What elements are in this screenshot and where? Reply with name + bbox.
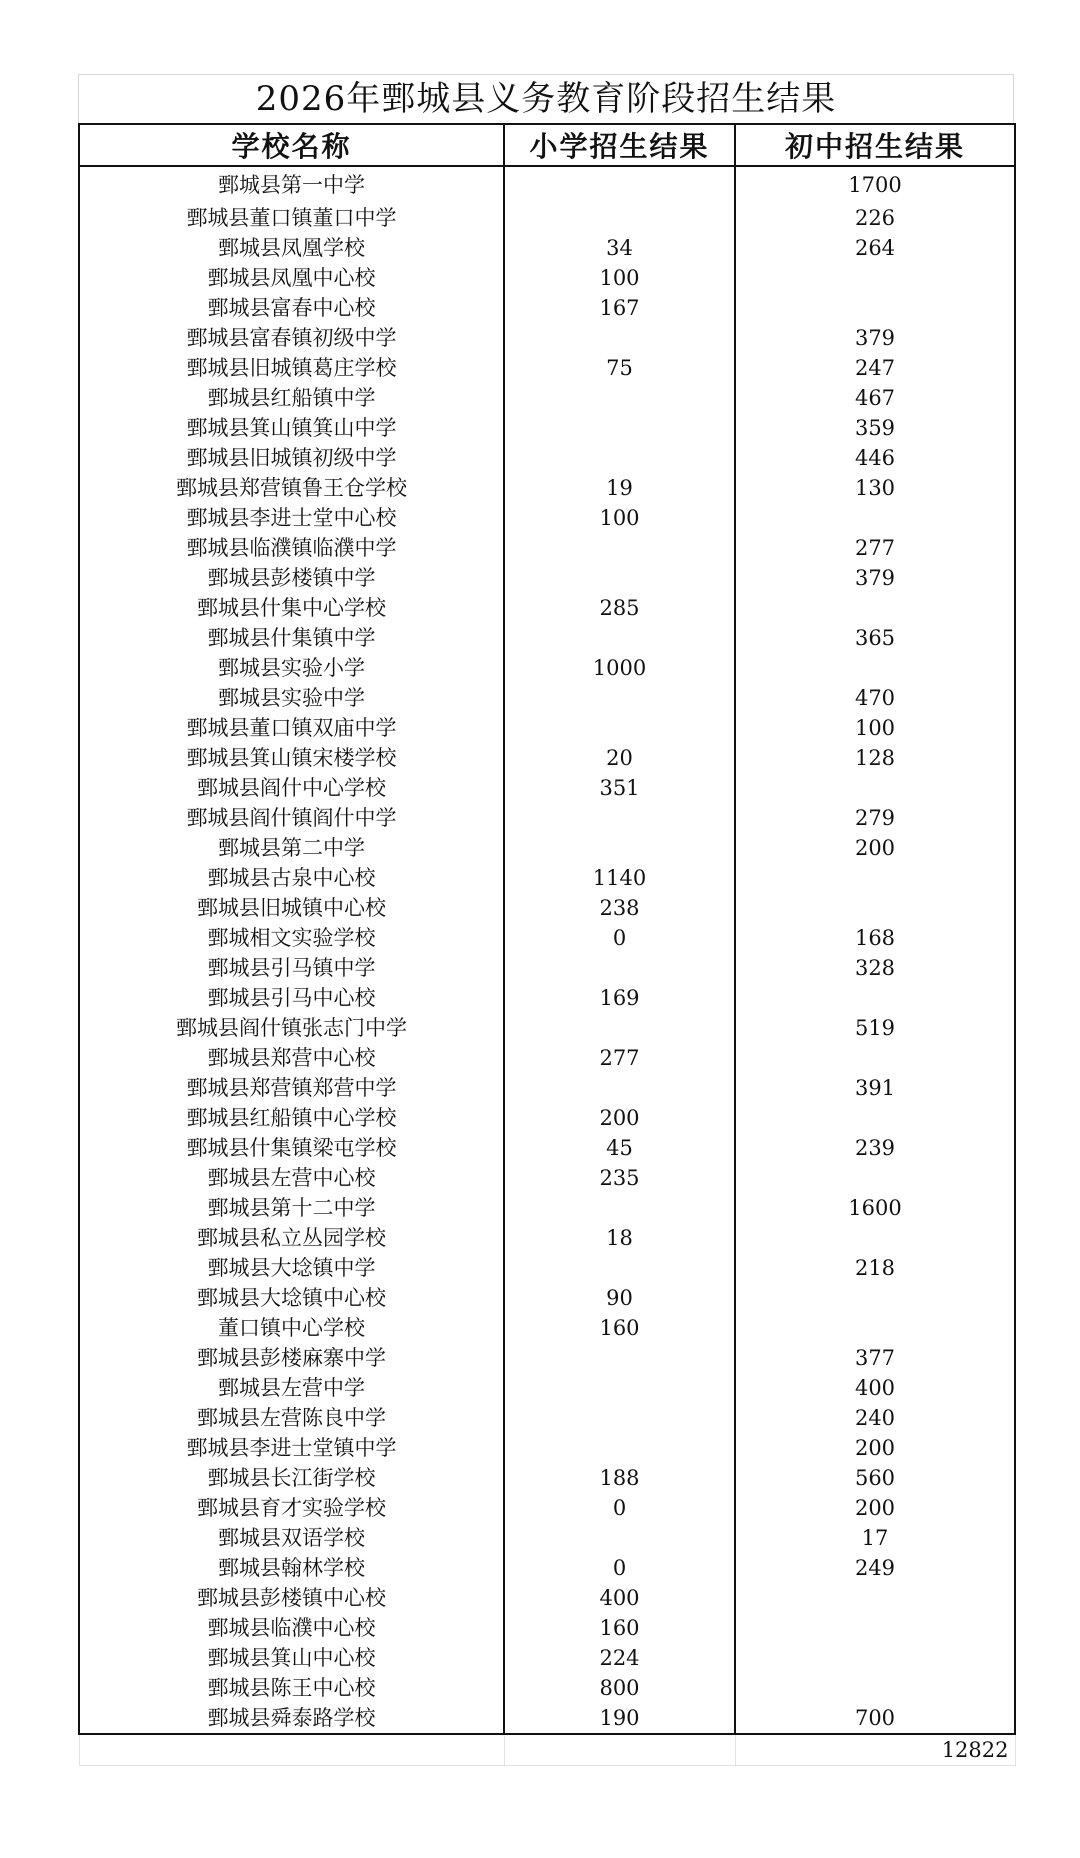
school-name-cell: 鄄城县富春镇初级中学: [79, 323, 504, 353]
middle-result-cell: 365: [735, 623, 1015, 653]
primary-result-cell: [504, 1073, 735, 1103]
table-row: [79, 1133, 1015, 1163]
middle-result-cell: [735, 1613, 1015, 1643]
middle-result-cell: 239: [735, 1133, 1015, 1163]
middle-result-cell: 200: [735, 833, 1015, 863]
primary-result-cell: 277: [504, 1043, 735, 1073]
header-middle-result: 初中招生结果: [735, 124, 1015, 166]
table-row: [79, 743, 1015, 773]
school-name-cell: 鄄城县李进士堂镇中学: [79, 1433, 504, 1463]
primary-result-cell: 238: [504, 893, 735, 923]
table-row: [79, 1313, 1015, 1343]
middle-result-cell: 17: [735, 1523, 1015, 1553]
primary-result-cell: 1000: [504, 653, 735, 683]
school-name-cell: 鄄城县什集镇中学: [79, 623, 504, 653]
table-row: [79, 533, 1015, 563]
school-name-cell: 鄄城相文实验学校: [79, 923, 504, 953]
middle-result-cell: [735, 1643, 1015, 1673]
school-name-cell: 鄄城县第十二中学: [79, 1193, 504, 1223]
primary-result-cell: [504, 533, 735, 563]
middle-result-cell: [735, 1163, 1015, 1193]
primary-result-cell: 285: [504, 593, 735, 623]
primary-result-cell: [504, 953, 735, 983]
primary-result-cell: [504, 1373, 735, 1403]
primary-result-cell: 1140: [504, 863, 735, 893]
primary-result-cell: 20: [504, 743, 735, 773]
primary-result-cell: 19: [504, 473, 735, 503]
primary-result-cell: 100: [504, 503, 735, 533]
middle-result-cell: [735, 1043, 1015, 1073]
school-name-cell: 鄄城县临濮中心校: [79, 1613, 504, 1643]
middle-result-cell: [735, 293, 1015, 323]
school-name-cell: 鄄城县箕山镇宋楼学校: [79, 743, 504, 773]
table-row: [79, 1013, 1015, 1043]
table-row: [79, 323, 1015, 353]
table-row: [79, 1073, 1015, 1103]
table-row: [79, 1283, 1015, 1313]
middle-result-cell: 100: [735, 713, 1015, 743]
table-row: [79, 473, 1015, 503]
table-row: [79, 923, 1015, 953]
middle-result-cell: 1600: [735, 1193, 1015, 1223]
middle-result-cell: [735, 893, 1015, 923]
middle-result-cell: [735, 1283, 1015, 1313]
table-row: [79, 1373, 1015, 1403]
table-row: [79, 383, 1015, 413]
middle-result-cell: 560: [735, 1463, 1015, 1493]
table-row: [79, 1403, 1015, 1433]
school-name-cell: 鄄城县长江街学校: [79, 1463, 504, 1493]
middle-result-cell: 700: [735, 1703, 1015, 1734]
primary-result-cell: [504, 683, 735, 713]
table-row: [79, 983, 1015, 1013]
middle-result-cell: 128: [735, 743, 1015, 773]
table-header-row: [79, 124, 1015, 166]
primary-result-cell: [504, 1013, 735, 1043]
primary-result-cell: [504, 713, 735, 743]
middle-result-cell: 519: [735, 1013, 1015, 1043]
primary-result-cell: 90: [504, 1283, 735, 1313]
primary-result-cell: 18: [504, 1223, 735, 1253]
middle-result-cell: 328: [735, 953, 1015, 983]
primary-result-cell: 188: [504, 1463, 735, 1493]
primary-result-cell: [504, 1433, 735, 1463]
school-name-cell: 鄄城县旧城镇葛庄学校: [79, 353, 504, 383]
primary-result-cell: [504, 1343, 735, 1373]
middle-result-cell: 264: [735, 233, 1015, 263]
primary-result-cell: [504, 1403, 735, 1433]
middle-result-cell: 200: [735, 1493, 1015, 1523]
table-row: [79, 1343, 1015, 1373]
primary-result-cell: 0: [504, 1493, 735, 1523]
table-row: [79, 1463, 1015, 1493]
table-row: [79, 653, 1015, 683]
school-name-cell: 鄄城县彭楼麻寨中学: [79, 1343, 504, 1373]
table-row: [79, 683, 1015, 713]
middle-result-cell: 226: [735, 203, 1015, 233]
primary-result-cell: 100: [504, 263, 735, 293]
primary-result-cell: [504, 803, 735, 833]
primary-result-cell: 235: [504, 1163, 735, 1193]
table-row: [79, 1643, 1015, 1673]
school-name-cell: 鄄城县翰林学校: [79, 1553, 504, 1583]
school-name-cell: 鄄城县阎什中心学校: [79, 773, 504, 803]
school-name-cell: 鄄城县私立丛园学校: [79, 1223, 504, 1253]
table-row: [79, 443, 1015, 473]
school-name-cell: 鄄城县阎什镇阎什中学: [79, 803, 504, 833]
primary-result-cell: 167: [504, 293, 735, 323]
middle-result-cell: 240: [735, 1403, 1015, 1433]
table-row: [79, 263, 1015, 293]
middle-result-cell: [735, 1313, 1015, 1343]
table-row: [79, 803, 1015, 833]
table-row: [79, 1553, 1015, 1583]
school-name-cell: 鄄城县实验中学: [79, 683, 504, 713]
middle-result-cell: [735, 503, 1015, 533]
middle-result-cell: [735, 983, 1015, 1013]
school-name-cell: 鄄城县红船镇中学: [79, 383, 504, 413]
table-row: [79, 166, 1015, 203]
table-row: [79, 293, 1015, 323]
school-name-cell: 鄄城县郑营中心校: [79, 1043, 504, 1073]
table-row: [79, 1103, 1015, 1133]
school-name-cell: 鄄城县什集中心学校: [79, 593, 504, 623]
primary-result-cell: 0: [504, 1553, 735, 1583]
enrollment-table: [78, 123, 1016, 1766]
table-row: [79, 1523, 1015, 1553]
middle-result-cell: 1700: [735, 166, 1015, 203]
primary-result-cell: 160: [504, 1313, 735, 1343]
middle-result-cell: 379: [735, 323, 1015, 353]
table-row: [79, 1703, 1015, 1734]
table-row: [79, 863, 1015, 893]
header-primary-result: 小学招生结果: [504, 124, 735, 166]
primary-result-cell: [504, 833, 735, 863]
school-name-cell: 鄄城县育才实验学校: [79, 1493, 504, 1523]
school-name-cell: 鄄城县引马中心校: [79, 983, 504, 1013]
middle-result-cell: 391: [735, 1073, 1015, 1103]
school-name-cell: 鄄城县舜泰路学校: [79, 1703, 504, 1734]
school-name-cell: 鄄城县彭楼镇中学: [79, 563, 504, 593]
school-name-cell: 鄄城县双语学校: [79, 1523, 504, 1553]
primary-result-cell: 45: [504, 1133, 735, 1163]
school-name-cell: 鄄城县郑营镇郑营中学: [79, 1073, 504, 1103]
primary-result-cell: 190: [504, 1703, 735, 1734]
school-name-cell: 鄄城县左营中学: [79, 1373, 504, 1403]
table-row: [79, 1193, 1015, 1223]
school-name-cell: 鄄城县董口镇董口中学: [79, 203, 504, 233]
school-name-cell: 鄄城县箕山镇箕山中学: [79, 413, 504, 443]
table-row: [79, 1613, 1015, 1643]
school-name-cell: 鄄城县彭楼镇中心校: [79, 1583, 504, 1613]
primary-result-cell: 800: [504, 1673, 735, 1703]
school-name-cell: 鄄城县实验小学: [79, 653, 504, 683]
middle-result-cell: [735, 1103, 1015, 1133]
primary-result-cell: [504, 443, 735, 473]
middle-result-cell: 249: [735, 1553, 1015, 1583]
table-row: [79, 563, 1015, 593]
primary-result-cell: [504, 203, 735, 233]
primary-result-cell: [504, 383, 735, 413]
primary-result-cell: 169: [504, 983, 735, 1013]
school-name-cell: 鄄城县李进士堂中心校: [79, 503, 504, 533]
table-row: [79, 623, 1015, 653]
table-row: [79, 503, 1015, 533]
table-row: [79, 953, 1015, 983]
school-name-cell: 鄄城县陈王中心校: [79, 1673, 504, 1703]
primary-result-cell: [504, 166, 735, 203]
table-row: [79, 893, 1015, 923]
table-row: [79, 413, 1015, 443]
table-row: [79, 1043, 1015, 1073]
table-row: [79, 773, 1015, 803]
table-row: [79, 1253, 1015, 1283]
school-name-cell: 鄄城县左营陈良中学: [79, 1403, 504, 1433]
school-name-cell: 鄄城县红船镇中心学校: [79, 1103, 504, 1133]
middle-result-cell: 377: [735, 1343, 1015, 1373]
middle-result-cell: 200: [735, 1433, 1015, 1463]
middle-result-cell: 130: [735, 473, 1015, 503]
middle-result-cell: 446: [735, 443, 1015, 473]
primary-result-cell: [504, 1523, 735, 1553]
middle-result-cell: 247: [735, 353, 1015, 383]
middle-result-cell: 470: [735, 683, 1015, 713]
table-row: [79, 353, 1015, 383]
table-row: [79, 1223, 1015, 1253]
primary-result-cell: 351: [504, 773, 735, 803]
total-empty-cell: [504, 1734, 735, 1766]
primary-result-cell: [504, 1193, 735, 1223]
middle-result-cell: [735, 1673, 1015, 1703]
school-name-cell: 鄄城县什集镇梁屯学校: [79, 1133, 504, 1163]
total-value: 12822: [735, 1734, 1015, 1766]
primary-result-cell: 160: [504, 1613, 735, 1643]
school-name-cell: 鄄城县箕山中心校: [79, 1643, 504, 1673]
middle-result-cell: 359: [735, 413, 1015, 443]
table-body: [79, 166, 1015, 1734]
table-row: [79, 713, 1015, 743]
school-name-cell: 鄄城县古泉中心校: [79, 863, 504, 893]
primary-result-cell: 75: [504, 353, 735, 383]
primary-result-cell: [504, 413, 735, 443]
school-name-cell: 鄄城县第一中学: [79, 166, 504, 203]
middle-result-cell: [735, 263, 1015, 293]
page-title: 2026年鄄城县义务教育阶段招生结果: [78, 74, 1014, 123]
primary-result-cell: 34: [504, 233, 735, 263]
enrollment-sheet: [78, 74, 1014, 1766]
school-name-cell: 鄄城县临濮镇临濮中学: [79, 533, 504, 563]
school-name-cell: 鄄城县左营中心校: [79, 1163, 504, 1193]
primary-result-cell: [504, 1253, 735, 1283]
school-name-cell: 鄄城县大埝镇中学: [79, 1253, 504, 1283]
total-empty-cell: [79, 1734, 504, 1766]
school-name-cell: 鄄城县旧城镇初级中学: [79, 443, 504, 473]
school-name-cell: 鄄城县大埝镇中心校: [79, 1283, 504, 1313]
table-row: [79, 1673, 1015, 1703]
school-name-cell: 鄄城县阎什镇张志门中学: [79, 1013, 504, 1043]
middle-result-cell: [735, 653, 1015, 683]
primary-result-cell: [504, 323, 735, 353]
middle-result-cell: 218: [735, 1253, 1015, 1283]
table-row: [79, 593, 1015, 623]
school-name-cell: 鄄城县凤凰学校: [79, 233, 504, 263]
middle-result-cell: [735, 593, 1015, 623]
middle-result-cell: 277: [735, 533, 1015, 563]
school-name-cell: 鄄城县引马镇中学: [79, 953, 504, 983]
table-row: [79, 1163, 1015, 1193]
middle-result-cell: 168: [735, 923, 1015, 953]
school-name-cell: 鄄城县郑营镇鲁王仓学校: [79, 473, 504, 503]
primary-result-cell: [504, 623, 735, 653]
primary-result-cell: 200: [504, 1103, 735, 1133]
school-name-cell: 董口镇中心学校: [79, 1313, 504, 1343]
total-row: [79, 1734, 1015, 1766]
primary-result-cell: 0: [504, 923, 735, 953]
table-row: [79, 1583, 1015, 1613]
table-row: [79, 203, 1015, 233]
table-row: [79, 1433, 1015, 1463]
middle-result-cell: [735, 1223, 1015, 1253]
table-row: [79, 833, 1015, 863]
table-row: [79, 233, 1015, 263]
middle-result-cell: [735, 1583, 1015, 1613]
primary-result-cell: 400: [504, 1583, 735, 1613]
middle-result-cell: [735, 863, 1015, 893]
header-school-name: 学校名称: [79, 124, 504, 166]
table-row: [79, 1493, 1015, 1523]
primary-result-cell: 224: [504, 1643, 735, 1673]
middle-result-cell: 400: [735, 1373, 1015, 1403]
middle-result-cell: 279: [735, 803, 1015, 833]
primary-result-cell: [504, 563, 735, 593]
middle-result-cell: 467: [735, 383, 1015, 413]
school-name-cell: 鄄城县凤凰中心校: [79, 263, 504, 293]
middle-result-cell: 379: [735, 563, 1015, 593]
school-name-cell: 鄄城县富春中心校: [79, 293, 504, 323]
school-name-cell: 鄄城县旧城镇中心校: [79, 893, 504, 923]
school-name-cell: 鄄城县第二中学: [79, 833, 504, 863]
school-name-cell: 鄄城县董口镇双庙中学: [79, 713, 504, 743]
middle-result-cell: [735, 773, 1015, 803]
